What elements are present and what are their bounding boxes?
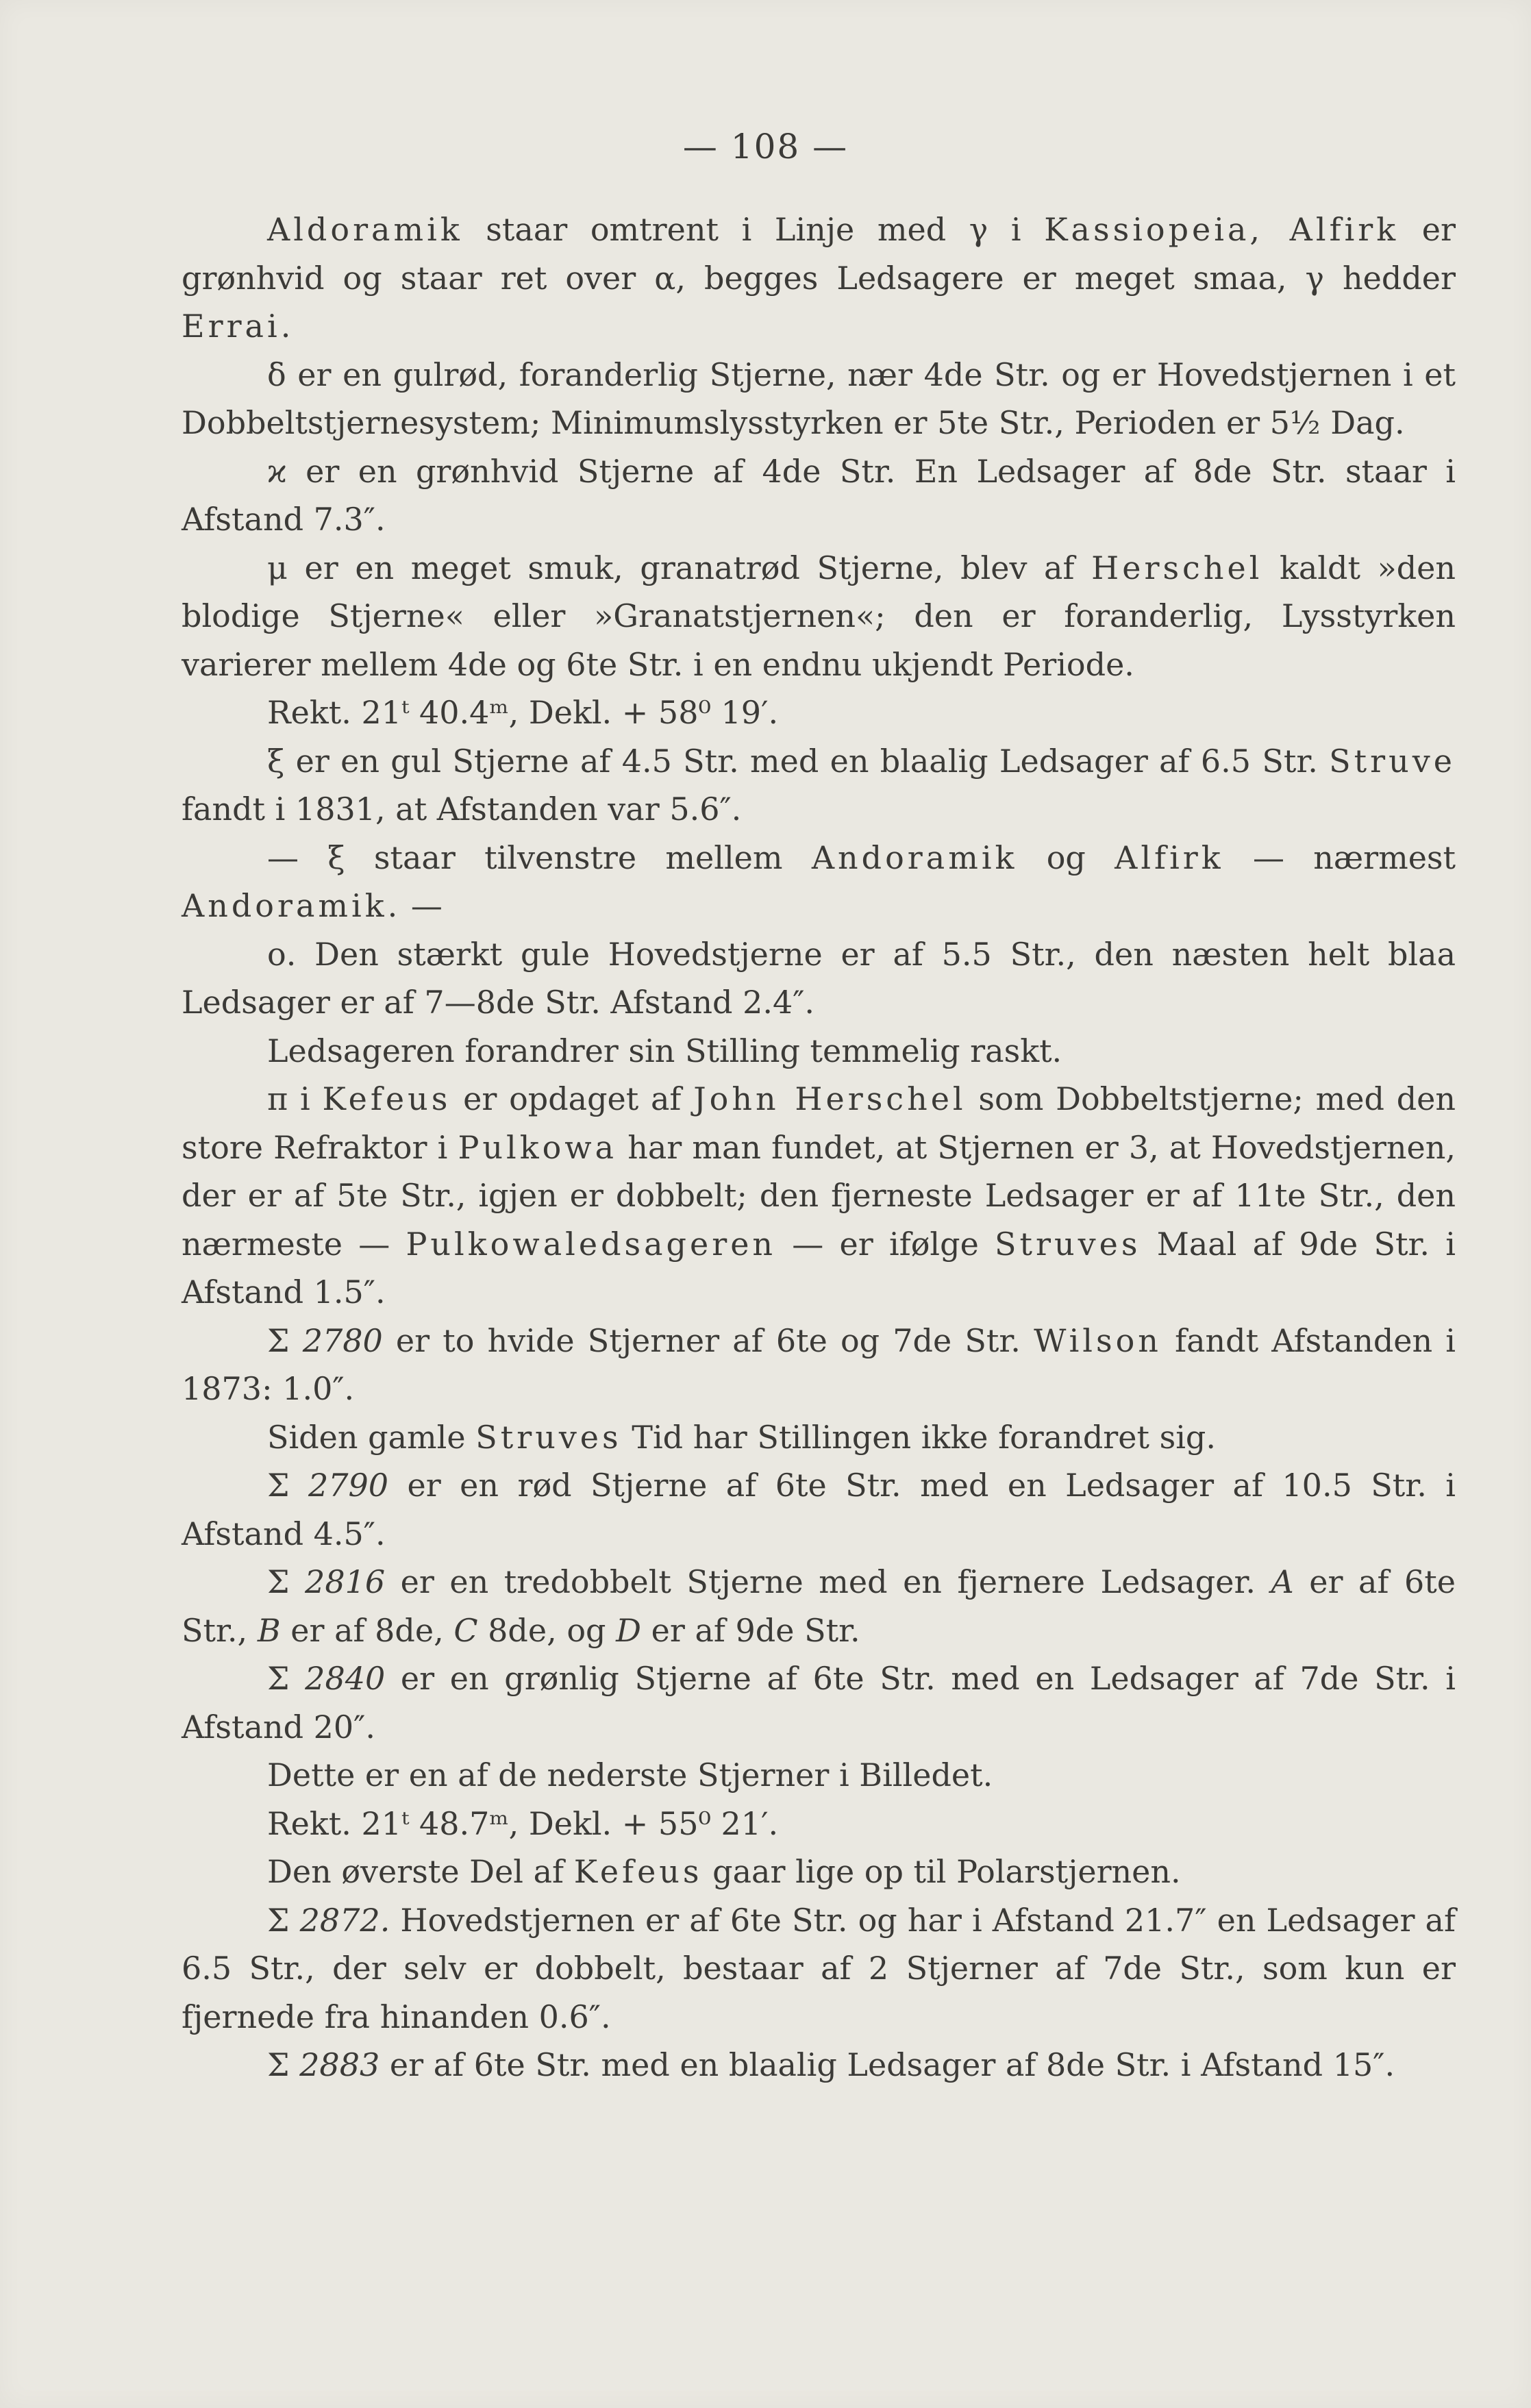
spaced-name: Kassiopeia, Alfirk [1044, 211, 1399, 248]
spaced-name: Pulkowa [458, 1128, 618, 1166]
text-run: og [1017, 839, 1115, 876]
spaced-name: Andoramik. [182, 887, 401, 924]
text-run: som Dobbeltstjerne; med den store Refraktor i [182, 1080, 1456, 1166]
paragraph [182, 1413, 1456, 1462]
spaced-name: John Herschel [693, 1080, 967, 1117]
text-run: Σ [267, 1901, 300, 1939]
text-run: — nærmest [1223, 839, 1456, 876]
paragraph [182, 206, 1456, 351]
paragraph [182, 1075, 1456, 1317]
paragraph [182, 834, 1456, 930]
spaced-name: Aldoramik [267, 211, 463, 248]
spaced-name: Errai. [182, 308, 295, 345]
paragraph [182, 544, 1456, 689]
text-run: Den øverste Del af [267, 1853, 574, 1890]
text-run: fandt Afstanden i 1873: 1.0″. [182, 1321, 1456, 1407]
text-run: — ξ staar tilvenstre mellem [267, 839, 812, 876]
text-run: Siden gamle [267, 1418, 476, 1456]
italic-text: B [257, 1611, 281, 1649]
spaced-name: Wilson [1034, 1321, 1162, 1359]
text-run: er to hvide Stjerner af 6te og 7de Str. [382, 1321, 1034, 1359]
text-run: Ledsageren forandrer sin Stilling temmelig raskt. [267, 1032, 1062, 1069]
italic-text: 2816 [305, 1563, 386, 1600]
text-run: 8de, og [477, 1611, 617, 1649]
text-run: er grønhvid og staar ret over α, begges Ledsagere er meget smaa, γ hedder [182, 211, 1456, 297]
paragraph [182, 351, 1456, 447]
body-text [182, 206, 1456, 2089]
text-run: μ er en meget smuk, granatrød Stjerne, blev af [267, 549, 1092, 586]
italic-text: D [616, 1611, 642, 1649]
spaced-name: Alfirk [1115, 839, 1224, 876]
text-run: ϰ er en grønhvid Stjerne af 4de Str. En Ledsager af 8de Str. staar i Afstand 7.3″. [182, 452, 1456, 538]
spaced-name: Struves [475, 1418, 622, 1456]
text-run: er en grønlig Stjerne af 6te Str. med en Ledsager af 7de Str. i Afstand 20″. [182, 1660, 1456, 1746]
text-run: er en rød Stjerne af 6te Str. med en Ledsager af 10.5 Str. i Afstand 4.5″. [182, 1467, 1456, 1552]
paragraph [182, 737, 1456, 834]
text-run: er opdaget af [451, 1080, 694, 1117]
italic-text: 2780 [302, 1321, 383, 1359]
paragraph [182, 447, 1456, 544]
text-run: Hovedstjernen er af 6te Str. og har i Afstand 21.7″ en Ledsager af 6.5 Str., der selv er dobbelt, bestaar af 2 Stjerner af 7de Str., som kun er fjernede fra hinanden 0.6″. [182, 1901, 1456, 2035]
italic-text: 2883 [299, 2046, 380, 2083]
paragraph [182, 688, 1456, 737]
text-run: er en tredobbelt Stjerne med en fjernere Ledsager. [385, 1563, 1271, 1600]
text-run: π i [267, 1080, 323, 1117]
italic-text: A [1271, 1563, 1294, 1600]
text-run: — er ifølge [776, 1225, 995, 1263]
italic-text: C [453, 1611, 478, 1649]
text-run: er af 8de, [280, 1611, 454, 1649]
text-run: Σ [267, 1660, 306, 1697]
paragraph [182, 930, 1456, 1027]
spaced-name: Struves [995, 1225, 1141, 1263]
paragraph [182, 2041, 1456, 2089]
text-run: kaldt »den blodige Stjerne« eller »Granatstjernen«; den er foranderlig, Lysstyrken varierer mellem 4de og 6te Str. i en endnu ukjendt Periode. [182, 549, 1456, 683]
text-run: er af 6te Str. med en blaalig Ledsager af 8de Str. i Afstand 15″. [379, 2046, 1395, 2083]
text-run: Σ [267, 1321, 303, 1359]
paragraph [182, 1654, 1456, 1751]
text-run: Σ [267, 1467, 308, 1504]
text-run: fandt i 1831, at Afstanden var 5.6″. [182, 791, 742, 828]
paragraph [182, 1558, 1456, 1654]
text-run: er af 9de Str. [641, 1611, 860, 1649]
paragraph [182, 1751, 1456, 1800]
text-run: — [401, 887, 443, 924]
spaced-name: Herschel [1091, 549, 1263, 586]
text-run: Rekt. 21ᵗ 40.4ᵐ, Dekl. + 58⁰ 19′. [267, 694, 779, 731]
italic-text: 2790 [308, 1467, 389, 1504]
text-run: har man fundet, at Stjernen er 3, at Hovedstjernen, der er af 5te Str., igjen er dobbelt; den fjerneste Ledsager er af 11te Str., den nærmeste — [182, 1128, 1456, 1263]
paragraph [182, 1896, 1456, 2041]
text-run: Σ [267, 2046, 300, 2083]
spaced-name: Pulkowaledsageren [406, 1225, 777, 1263]
paragraph [182, 1800, 1456, 1848]
paragraph [182, 1461, 1456, 1558]
text-run: staar omtrent i Linje med γ i [462, 211, 1045, 248]
text-run: gaar lige op til Polarstjernen. [702, 1853, 1181, 1890]
paragraph [182, 1317, 1456, 1413]
paragraph [182, 1848, 1456, 1896]
text-run: ο. Den stærkt gule Hovedstjerne er af 5.5 Str., den næsten helt blaa Ledsager er af 7—8de Str. Afstand 2.4″. [182, 935, 1456, 1021]
italic-text: 2840 [305, 1660, 386, 1697]
text-run: Dette er en af de nederste Stjerner i Billedet. [267, 1757, 993, 1793]
paragraph [182, 1027, 1456, 1076]
text-run: Tid har Stillingen ikke forandret sig. [621, 1418, 1216, 1456]
text-run: Rekt. 21ᵗ 48.7ᵐ, Dekl. + 55⁰ 21′. [267, 1804, 779, 1842]
spaced-name: Struve [1329, 742, 1456, 780]
spaced-name: Kefeus [322, 1080, 451, 1117]
spaced-name: Andoramik [811, 839, 1018, 876]
text-run: Σ [267, 1563, 306, 1600]
italic-text: 2872. [299, 1901, 390, 1939]
text-run: δ er en gulrød, foranderlig Stjerne, nær 4de Str. og er Hovedstjernen i et Dobbeltstjernesystem; Minimumslysstyrken er 5te Str., Perioden er 5½ Dag. [182, 356, 1456, 441]
text-run: Maal af 9de Str. i Afstand 1.5″. [182, 1225, 1456, 1311]
text-run: er af 6te Str., [182, 1563, 1456, 1649]
page-number: — 108 — [682, 127, 849, 166]
spaced-name: Kefeus [573, 1853, 703, 1890]
text-run: ξ er en gul Stjerne af 4.5 Str. med en blaalig Ledsager af 6.5 Str. [267, 742, 1330, 780]
